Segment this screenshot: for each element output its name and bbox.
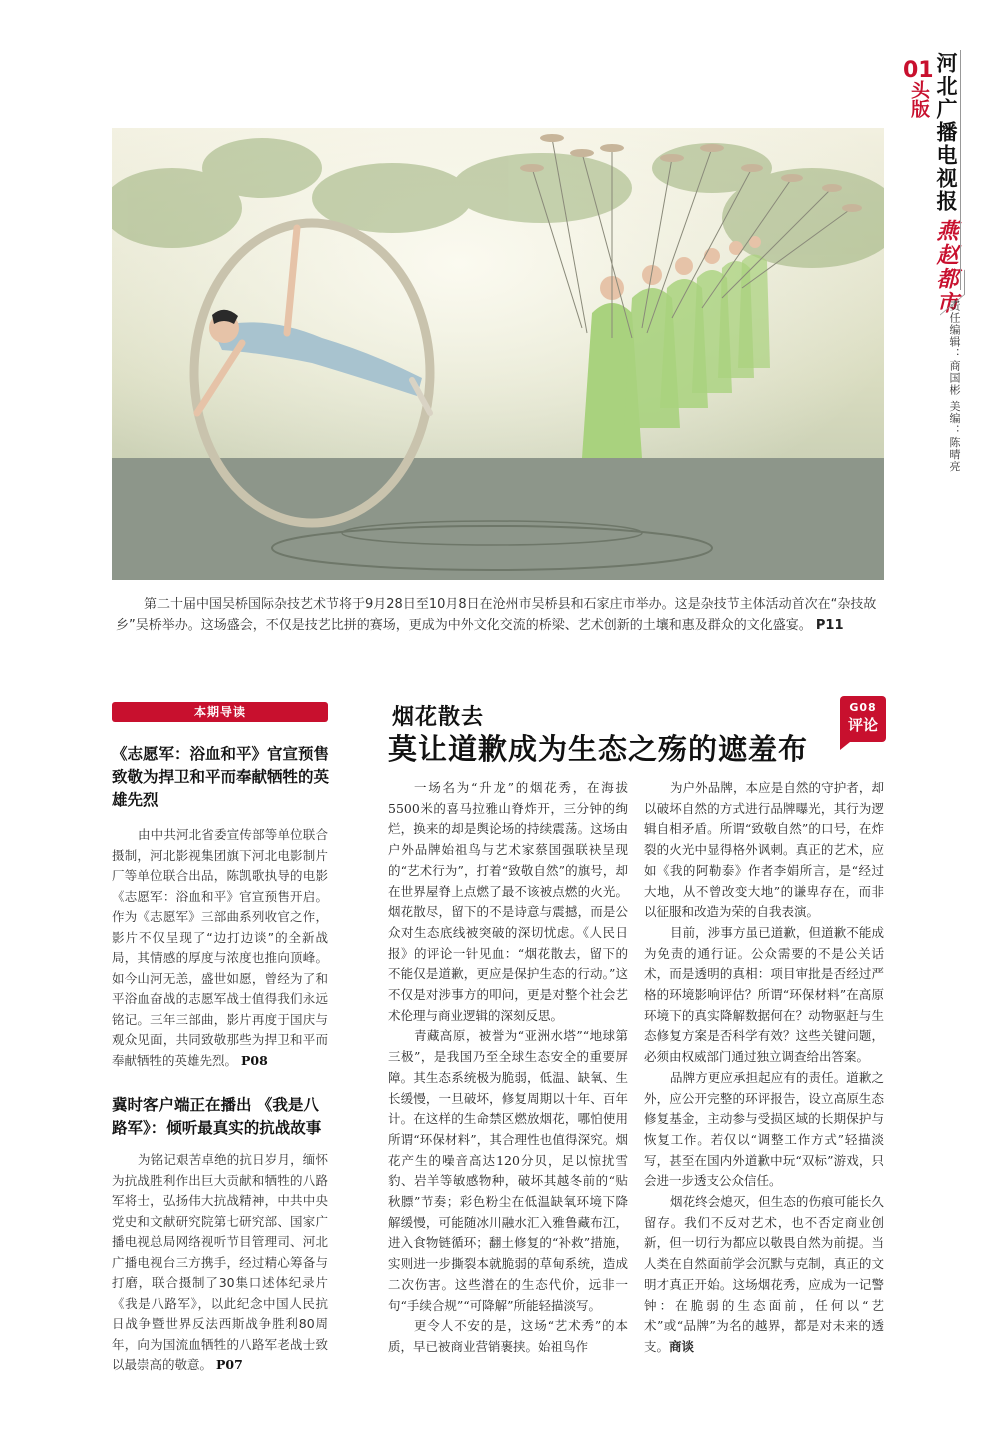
badge-tail-shape xyxy=(840,742,850,750)
acrobatics-performance-photo xyxy=(112,128,884,580)
paper-name: 河北广播电视报 xyxy=(934,52,959,213)
article-paragraph: 品牌方更应承担起应有的责任。道歉之外，应公开完整的环评报告，设立高原生态修复基金，主动参与受损区域的长期保护与恢复工作。若仅以“调整工作方式”轻描淡写，甚至在国内外道歉中玩“双标”游戏，只会进一步透支公众信任。 xyxy=(644,1069,884,1189)
badge-label: 评论 xyxy=(847,716,878,734)
guide-item-1-body xyxy=(112,825,328,1071)
article-paragraph-last xyxy=(644,1192,884,1358)
masthead-rule xyxy=(960,50,961,290)
guide-item-1-text: 由中共河北省委宣传部等单位联合摄制，河北影视集团旗下河北电影制片厂等单位联合出品，陈凯歌执导的电影《志愿军：浴血和平》官宣预售开启。作为《志愿军》三部曲系列收官之作，影片不仅呈现了“边打边谈”的全新战局，其情感的厚度与浓度也推向顶峰。如今山河无恙，盛世如愿，曾经为了和平浴血奋战的志愿军战士值得我们永远铭记。三年三部曲，影片再度于国庆与观众见面，共同致敬那些为捍卫和平而奉献牺牲的英雄先烈。 xyxy=(112,827,328,1068)
guide-item-1-ref[interactable]: P08 xyxy=(241,1052,268,1068)
editors-credit: 责任编辑：商国彬 美编：陈晴亮 xyxy=(948,300,961,473)
brand-logo: 燕赵都市 xyxy=(933,219,959,315)
article-paragraph: 一场名为“升龙”的烟花秀，在海拔5500米的喜马拉雅山脊炸开，三分钟的绚烂，换来的却是舆论场的持续震荡。这场由户外品牌始祖鸟与艺术家蔡国强联袂呈现的“艺术行为”，打着“致敬自然”的旗号，却在世界屋脊上点燃了最不该被点燃的火光。烟花散尽，留下的不是诗意与震撼，而是公众对生态底线被突破的深切忧虑。《人民日报》的评论一针见血：“烟花散去，留下的不能仅是道歉，更应是保护生态的行动。”这不仅是对涉事方的叩问，更是对整个社会艺术伦理与商业逻辑的深刻反思。 xyxy=(388,780,628,1023)
article-column-1 xyxy=(388,778,628,1358)
guide-item-2-text: 为铭记艰苦卓绝的抗日岁月，缅怀为抗战胜利作出巨大贡献和牺牲的八路军将士，弘扬伟大抗战精神，中共中央党史和文献研究院第七研究部、国家广播电视总局网络视听节目管理司、河北广播电视台三方携手，经过精心筹备与打磨，联合摄制了30集口述体纪录片《我是八路军》，以此纪念中国人民抗日战争暨世界反法西斯战争胜利80周年，向为国流血牺牲的八路军老战士致以最崇高的敬意。 xyxy=(112,1152,328,1372)
article-column-2 xyxy=(644,778,884,1358)
article-paragraph: 青藏高原，被誉为“亚洲水塔”“地球第三极”，是我国乃至全球生态安全的重要屏障。其生态系统极为脆弱，低温、缺氧、生长缓慢，一旦破坏，修复周期以十年、百年计。在这样的生命禁区燃放烟花，哪怕使用所谓“环保材料”，其合理性也值得深究。烟花产生的噪音高达120分贝，足以惊扰雪豹、岩羊等敏感物种，破坏其越冬前的“贴秋膘”节奏；彩色粉尘在低温缺氧环境下降解缓慢，可能随冰川融水汇入雅鲁藏布江，进入食物链循环；翻土修复的“补救”措施，实则进一步撕裂本就脆弱的草甸系统，造成二次伤害。这些潜在的生态代价，远非一句“手续合规”“可降解”所能轻描淡写。 xyxy=(388,1028,628,1313)
guide-item-2-title[interactable]: 冀时客户端正在播出 《我是八路军》：倾听最真实的抗战故事 xyxy=(112,1095,322,1137)
badge-page: G08 xyxy=(849,701,877,714)
guide-item-2-body xyxy=(112,1150,328,1376)
section-label: 头版 xyxy=(908,80,930,118)
guide-header-label: 本期导读 xyxy=(193,705,246,719)
caption-text: 第二十届中国吴桥国际杂技艺术节将于9月28日至10月8日在沧州市吴桥县和石家庄市举办。这是杂技节主体活动首次在“杂技故乡”吴桥举办。这场盛会，不仅是技艺比拼的赛场，更成为中外文化交流的桥梁、艺术创新的土壤和惠及群众的文化盛宴。 xyxy=(116,597,877,633)
article-paragraph: 目前，涉事方虽已道歉，但道歉不能成为免责的通行证。公众需要的不是公关话术，而是透明的真相：项目审批是否经过严格的环境影响评估？所谓“环保材料”在高原环境下的真实降解数据何在？动物驱赶与生态修复方案是否科学有效？这些关键问题，必须由权威部门通过独立调查给出答案。 xyxy=(644,924,884,1065)
caption-page-ref: P11 xyxy=(815,618,844,633)
photo-caption xyxy=(116,594,886,636)
photo-illustration xyxy=(112,128,884,580)
page-number: 01 xyxy=(903,58,934,83)
article-headline: 莫让道歉成为生态之殇的遮羞布 xyxy=(388,732,809,766)
guide-item-2-ref[interactable]: P07 xyxy=(216,1357,243,1372)
article-last-text: 烟花终会熄灭，但生态的伤痕可能长久留存。我们不反对艺术，也不否定商业创新，但一切行为都应以敬畏自然为前提。当人类在自然面前学会沉默与克制，真正的文明才真正开始。这场烟花秀，应成为一记警钟：在脆弱的生态面前，任何以“艺术”或“品牌”为名的越界，都是对未来的透支。 xyxy=(644,1194,884,1354)
comment-badge xyxy=(840,696,886,742)
article-paragraph: 为户外品牌，本应是自然的守护者，却以破坏自然的方式进行品牌曝光，其行为逻辑自相矛盾。所谓“致敬自然”的口号，在炸裂的火光中显得格外讽刺。真正的艺术，应如《我的阿勒泰》作者李娟所言，是“经过大地，从不曾改变大地”的谦卑存在，而非以征服和改造为荣的自我表演。 xyxy=(644,780,884,920)
article-signature: 商谈 xyxy=(669,1338,695,1354)
article-kicker: 烟花散去 xyxy=(392,704,485,730)
article-paragraph: 更令人不安的是，这场“艺术秀”的本质，早已被商业营销裹挟。始祖鸟作 xyxy=(388,1318,628,1354)
guide-item-1-title[interactable]: 《志愿军：浴血和平》官宣预售 致敬为捍卫和平而奉献牺牲的英雄先烈 xyxy=(112,744,330,809)
